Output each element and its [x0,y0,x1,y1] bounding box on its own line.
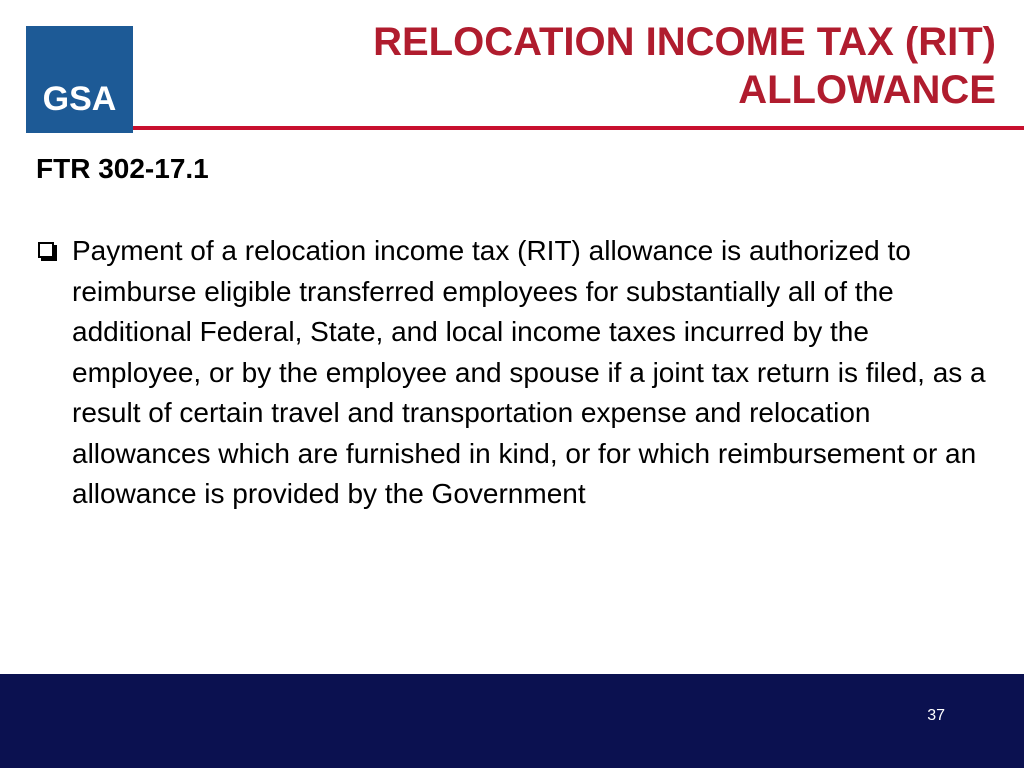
list-item [36,231,996,515]
gsa-logo-icon [26,26,133,133]
slide-title-line2: ALLOWANCE [738,68,996,112]
slide-title-line1: RELOCATION INCOME TAX (RIT) [373,20,996,64]
slide-title [196,18,996,114]
page-number: 37 [927,707,945,724]
checkbox-icon [38,242,54,258]
bullet-list [36,231,996,515]
gsa-logo-text: GSA [42,80,117,118]
gsa-logo [26,26,133,133]
bullet-text: Payment of a relocation income tax (RIT) allowance is authorized to reimburse eligible transferred employees for substantially all of the additional Federal, State, and local income taxes incurred by the employee, or by the employee and spouse if a joint tax return is filed, as a result of certain travel and transportation expense and relocation allowances which are furnished in kind, or for which reimbursement or an allowance is provided by the Government [72,235,986,509]
title-divider [133,126,1024,130]
footer-bar [0,674,1024,768]
section-heading: FTR 302-17.1 [36,153,209,184]
